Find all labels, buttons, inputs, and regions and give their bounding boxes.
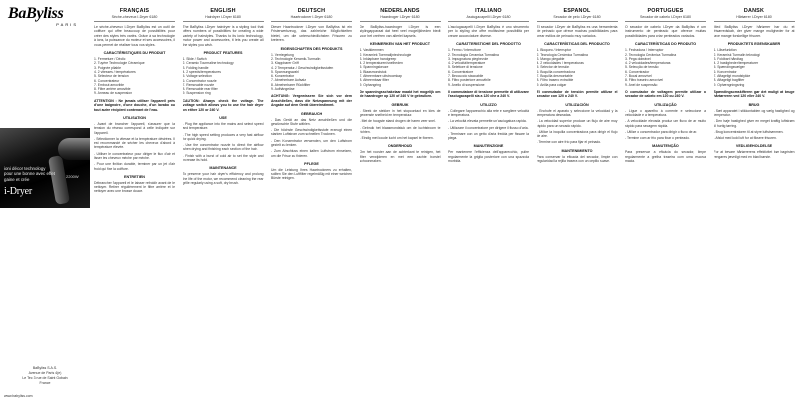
feature-item: 3. Pega dobrável: [625, 56, 651, 61]
intro-paragraph: L'asciugacapelli I-Dryer BaByliss è uno strumento per lo styling che offre moltissime possibilità per creare acconciature diverse.: [448, 25, 529, 38]
feature-item: 2. Keramisk Turmalin teknologi: [713, 52, 760, 57]
use-instructions: [271, 118, 352, 158]
language-column-0: [94, 8, 175, 400]
divider: [714, 21, 795, 22]
brand-subtitle: PARIS: [56, 22, 78, 27]
language-title: ESPAÑOL: [563, 8, 591, 14]
column-header: [360, 8, 441, 19]
use-heading: UTILIZACIÓN: [565, 102, 589, 107]
feature-item: 8. Filtre arrière amovible: [94, 87, 131, 92]
feature-item: 6. Concentrateur: [94, 78, 120, 83]
feature-item: 9. Anel de suspensão: [625, 82, 658, 87]
feature-item: 2. Ceramic Tourmaline technology: [182, 61, 234, 66]
intro-paragraph: The BaByliss i-Dryer hairdryer is a styling tool that offers numbers of possibilities for creating a wide variety of hairstyles. Thanks to its ionic technology, motor power and accessories, it lets you create all the styles you wish.: [182, 25, 264, 47]
feature-item: 7. Boquilla desmontable: [536, 74, 573, 78]
feature-item: 9. Ophangring: [359, 82, 381, 87]
feature-item: 9. Anello di sospensione: [448, 82, 485, 87]
feature-item: 6. Concentrator nozzle: [182, 78, 217, 83]
feature-item: 4. 2 velocidades/temperaturas: [625, 61, 671, 66]
feature-item: 1. Fermeture / Déclic: [94, 57, 126, 62]
feature-item: 8. Aftageligt bagfilter: [713, 78, 745, 83]
maintenance-heading: VEDLIGEHOLDELSE: [735, 144, 773, 149]
feature-item: 8. Abnehmbarer Rückfilter: [271, 82, 311, 87]
column-header: [537, 8, 618, 19]
model-subtitle: Hairdryer I-Dryer 6180: [205, 15, 241, 19]
column-header: [714, 8, 795, 19]
language-column-2: [271, 8, 352, 400]
maintenance-paragraph: Om het rooster aan de achterkant te reinigen, het filter verwijderen en met een zachte borstel schoonmaken.: [359, 150, 441, 164]
features-heading: CARACTERÍSTICAS DO PRODUTO: [634, 42, 697, 47]
maintenance-paragraph: Um die Leistung Ihres Haartrockners zu erhalten, sollten Sie den Luftfilter regelmäßig mit einer weichen Bürste reinigen.: [271, 167, 352, 181]
instruction-item: - Enchufe el aparato y seleccione la velocidad y la temperatura deseadas.: [536, 108, 618, 117]
model-subtitle: Haartrockner I-Dryer 6180: [290, 15, 333, 19]
feature-item: 8. Removable rear filter: [182, 87, 218, 92]
use-instructions: [94, 122, 175, 171]
instruction-item: - A velocidade elevada produz um fluxo de ar muito rápido para secagem rápida.: [625, 119, 706, 128]
instruction-item: - Termine com ar frio para fixar o penteado.: [625, 136, 690, 141]
intro-paragraph: Le sèche-cheveux I-Dryer BaByliss est un outil de coiffure qui offre beaucoup de possibilités pour créer des styles très variés. Grâce à sa technologie à ions, la puissance du moteur et ses accessoires, il vous permet de réaliser tous vos styles.: [94, 25, 175, 47]
use-instructions: [714, 109, 795, 141]
features-heading: EIGENSCHAFTEN DES PRODUKTS: [280, 46, 343, 51]
feature-item: 5. Voltage selection: [182, 74, 212, 79]
language-column-1: [183, 8, 264, 400]
features-list: [714, 48, 795, 87]
warning-paragraph: ACHTUNG: Vergewissern Sie sich vor dem Anschließen, dass die Netzspannung mit der Angabe auf dem Gerät übereinstimmt.: [271, 94, 352, 108]
instruction-item: - Avant de brancher l'appareil, s'assurer que la tension du réseau correspond à celle indiquée sur l'appareil.: [94, 121, 175, 135]
column-header: [625, 8, 706, 19]
instruction-item: - Finish with a burst of cold air to set the style and increase its hold.: [182, 153, 264, 162]
feature-item: 2. Keramiek Toermalijntechnologie: [359, 52, 412, 57]
language-title: DANSK: [743, 8, 765, 14]
use-instructions: [448, 109, 529, 141]
feature-item: 1. Slide / Switch: [182, 57, 207, 62]
instruction-item: - Utilice la boquilla concentradora para dirigir el flujo de aire.: [536, 129, 618, 139]
feature-item: 7. Beccuccio staccabile: [448, 74, 484, 78]
feature-item: 3. Folding handle: [182, 65, 209, 70]
maintenance-paragraph: Para conservar la eficacia del secador, limpie con regularidad la rejilla trasera con un cepillo suave.: [536, 154, 618, 164]
feature-item: 6. Konzentrator: [271, 74, 295, 79]
feature-item: 8. Filtro traseiro amovível: [625, 78, 664, 83]
feature-item: 5. Spændingsvælger: [713, 65, 745, 70]
instruction-item: - Den Konzentrator verwenden, um den Luftstrom gezielt zu lenken.: [271, 138, 352, 147]
brand-name: BaByliss: [8, 5, 64, 22]
feature-item: 4. 2 hastigheder/temperaturer: [713, 61, 759, 66]
maintenance-heading: MAINTENANCE: [209, 166, 237, 171]
model-subtitle: Secador de pelo I-Dryer 6180: [553, 15, 601, 19]
warning-paragraph: CAUTION: Always check the voltage. The voltage switch allows you to use the hair dryer on either 120 or 240 V.: [182, 98, 264, 112]
warning-paragraph: De spanningsschakelaar maakt het mogelijk om de haardroger op 120 of 240 V te gebruiken.: [359, 89, 441, 99]
feature-item: 6. Koncentrator: [713, 69, 737, 74]
product-photo: [0, 128, 90, 208]
features-heading: CARATTERISTICHE DEL PRODOTTO: [456, 42, 521, 47]
maintenance-paragraph: To preserve your hair dryer's efficiency and prolong the life of the motor, we recommend cleaning the rear grille regularly using a soft, dry brush.: [182, 172, 264, 185]
feature-item: 2. Tecnologia Cerâmica Turmalina: [625, 52, 677, 57]
use-heading: UTILISATION: [123, 115, 146, 120]
instruction-item: - La velocidad superior produce un flujo de aire muy rápido para un secado rápido.: [536, 119, 618, 128]
instruction-item: - Sæt apparatet i stikkontakten og vælg hastighed og temperatur.: [713, 108, 795, 117]
feature-item: 6. Boquilla concentradora: [536, 69, 575, 74]
feature-item: 1. Vastklemmen: [359, 48, 384, 53]
instruction-item: - Terminare con un getto d'aria fredda per fissare la piega.: [448, 131, 529, 141]
language-title: FRANÇAIS: [119, 8, 150, 14]
maintenance-paragraph: Débrancher l'appareil et le laisser refroidir avant de le nettoyer. Retirer régulièrement le filtre arrière et le nettoyer avec une brosse douce.: [94, 180, 175, 194]
instruction-item: - Utilize o concentrador para dirigir o fluxo de ar.: [625, 129, 698, 134]
intro-paragraph: Med BaByliss i-Dryer hårtørrer har du et frisørredskab, der giver mange muligheder for at lave mange forskellige frisurer.: [713, 25, 795, 38]
instruction-item: - Den høje hastighed giver en meget kraftig luftstrøm til hurtig tørring.: [713, 119, 795, 128]
instruction-item: - Zum Abschluss einen kalten Luftstrom einsetzen, um die Frisur zu fixieren.: [271, 149, 352, 158]
feature-item: 4. 2 vitesses / températures: [94, 69, 136, 74]
product-power: 2200W: [66, 174, 79, 179]
instruction-item: - La velocità elevata permette un'asciugatura rapida.: [448, 119, 527, 124]
brand-logo: [8, 6, 84, 28]
maintenance-heading: ONDERHOUD: [387, 144, 413, 149]
divider: [360, 21, 441, 22]
feature-item: 3. Poignée pliable: [94, 65, 121, 70]
warning-paragraph: Spændingsomskifteren gør det muligt at bruge hårtørreren ved 120 eller 240 V.: [713, 89, 795, 99]
divider: [271, 21, 352, 22]
instruction-item: - Brug koncentratoren til at styre luftstrømmen.: [713, 129, 784, 134]
feature-item: 7. Removable nozzle: [182, 82, 215, 87]
feature-item: 9. Anilla para colgar: [536, 82, 567, 87]
product-model-name: i-Dryer: [4, 186, 33, 197]
features-list: [625, 48, 706, 87]
website-url: www.babyliss.com: [4, 394, 33, 398]
language-column-7: [714, 8, 795, 400]
divider: [448, 21, 529, 22]
intro-paragraph: Dieser Haartrockner I-Dryer von BaByliss ist ein Frisierwerkzeug, das zahlreiche Möglichkeiten bietet, um die unterschiedlichsten Frisuren zu kreieren.: [271, 25, 352, 43]
model-subtitle: Asciugacapelli I-Dryer 6180: [466, 15, 511, 19]
features-heading: CARACTÉRISTIQUES DU PRODUIT: [103, 51, 166, 56]
instruction-item: - Das Gerät an das Netz anschließen und die gewünschte Stufe wählen.: [271, 117, 352, 126]
instruction-item: - Eindig met koude lucht om het kapsel te fixeren.: [359, 136, 434, 141]
language-title: ENGLISH: [210, 8, 236, 14]
feature-item: 9. Suspension ring: [182, 91, 211, 96]
product-tagline: ioni décor technology pour une bonne avec effet gaine et crée: [4, 166, 55, 182]
divider: [183, 21, 264, 22]
maintenance-paragraph: Para preservar a eficácia do secador, limpe regularmente a grelha traseira com uma escova macia.: [625, 150, 706, 164]
feature-item: 7. Abnehmbare Aufsatz: [271, 78, 307, 83]
model-subtitle: Sèche-cheveux I-Dryer 6180: [111, 15, 158, 19]
language-title: NEDERLANDS: [380, 8, 420, 14]
model-subtitle: Secador de cabelo I-Dryer 6180: [640, 15, 691, 19]
feature-item: 6. Blaasmondstuk: [359, 69, 387, 74]
features-heading: PRODUKTETS EGENSKABER: [727, 42, 781, 47]
instruction-item: - Met de hoogste stand drogen de haren zeer snel.: [359, 119, 436, 124]
feature-item: 7. Aftageligt mundstykke: [713, 74, 751, 78]
feature-item: 1. Låsefunktion: [713, 48, 737, 53]
feature-item: 1. Bloqueo / Interruptor: [536, 48, 572, 53]
language-column-3: [360, 8, 441, 400]
language-column-4: [448, 8, 529, 400]
model-subtitle: Hårtørrer I-Dryer 6180: [736, 15, 772, 19]
maintenance-heading: ENTRETIEN: [124, 174, 145, 179]
use-heading: UTILIZAÇÃO: [654, 102, 677, 107]
feature-item: 5. Selettore di tensione: [448, 65, 483, 70]
feature-item: 1. Fechadura / Interruptor: [625, 48, 664, 53]
feature-item: 5. Selector de tensión: [536, 65, 570, 70]
feature-item: 2. Tecnología Cerámica Turmalina: [536, 52, 588, 57]
language-title: DEUTSCH: [297, 8, 326, 14]
feature-item: 4. 2 speeds/temperatures: [182, 69, 221, 74]
instruction-item: - Steek de stekker in het stopcontact en kies de gewenste snelheid en temperatuur.: [359, 108, 441, 117]
language-column-5: [537, 8, 618, 400]
feature-item: 1. Verriegelung: [271, 52, 294, 57]
instruction-item: - Die höchste Geschwindigkeitsstufe erzeugt einen starken Luftstrom zum schnellen Trocknen.: [271, 128, 352, 137]
model-subtitle: Haardroger I-Dryer 6180: [380, 15, 420, 19]
feature-item: 3. Inklapbare handgreep: [359, 56, 397, 61]
language-title: PORTUGUÊS: [647, 8, 684, 14]
use-instructions: [537, 109, 618, 145]
column-header: [94, 8, 175, 19]
divider: [625, 21, 706, 22]
feature-item: 8. Afneembaar filter: [359, 78, 389, 83]
feature-item: 6. Concentrador: [625, 69, 650, 74]
feature-item: 4. 2 velocidades / temperaturas: [536, 61, 584, 66]
features-heading: PRODUCT FEATURES: [203, 51, 243, 56]
features-list: [94, 57, 175, 96]
instruction-item: - Afslut med kold luft for at fiksere frisuren.: [713, 136, 777, 141]
intro-paragraph: De BaByliss-haardroger i-Dryer is een stylingapparaat dat heel veel mogelijkheden biedt voor het creëren van allerlei kapsels.: [359, 25, 441, 38]
feature-item: 3. Impugnatura pieghevole: [448, 56, 489, 61]
instruction-item: - The high speed setting produces a very fast airflow for quick drying.: [182, 132, 264, 141]
feature-item: 5. Spannungswahl: [271, 69, 299, 74]
feature-item: 3. Mango plegable: [536, 56, 565, 61]
feature-item: 9. Aufhängeöse: [271, 87, 295, 91]
instruction-item: - Gebruik het blaasmondstuk om de luchtstroom te richten.: [359, 125, 441, 134]
intro-paragraph: O secador de cabelo I-Dryer da BaByliss é um instrumento de penteado que oferece muitas possibilidades para criar penteados variados.: [625, 25, 706, 38]
use-instructions: [183, 122, 264, 162]
column-header: [183, 8, 264, 19]
feature-item: 4. 2 velocità/temperature: [448, 61, 486, 66]
column-header: [271, 8, 352, 19]
features-list: [537, 48, 618, 87]
use-instructions: [360, 109, 441, 141]
features-list: [183, 57, 264, 96]
instruction-item: - Sélectionner la vitesse et la température désirées. Il est recommandé de sécher les cheveux d'abord à température élevée.: [94, 136, 175, 150]
feature-item: 5. Sélecteur de tension: [94, 74, 129, 79]
maintenance-paragraph: Per mantenere l'efficienza dell'apparecchio, pulire regolarmente la griglia posteriore con una spazzola morbida.: [448, 150, 529, 164]
maintenance-heading: PFLEGE: [304, 161, 319, 166]
features-list: [448, 48, 529, 87]
use-heading: UTILIZZO: [480, 102, 497, 107]
language-title: ITALIANO: [475, 8, 502, 14]
warning-paragraph: Il commutatore di tensione permette di utilizzare l'asciugacapelli sia a 120 che a 240 V.: [448, 89, 529, 99]
maintenance-heading: MANTENIMIENTO: [561, 148, 593, 153]
use-heading: USE: [219, 115, 227, 120]
instruction-item: - Collegare l'apparecchio alla rete e scegliere velocità e temperatura.: [448, 108, 529, 117]
feature-item: 3. Foldbart håndtag: [713, 56, 743, 61]
feature-item: 3. Klappbarer Griff: [271, 61, 299, 66]
features-list: [360, 48, 441, 87]
feature-item: 7. Bocal amovível: [625, 74, 652, 78]
features-list: [271, 53, 352, 92]
maintenance-heading: MANUTENÇÃO: [652, 144, 679, 149]
instruction-item: - Utilizzare il concentratore per dirigere il flusso d'aria.: [448, 125, 529, 130]
hair-dryer-head-shape: [58, 138, 90, 160]
instruction-item: - Termine con aire frío para fijar el peinado.: [536, 140, 602, 145]
features-heading: KENMERKEN VAN HET PRODUCT: [370, 42, 430, 47]
feature-item: 9. Anneau de suspension: [94, 91, 133, 96]
company-address: BaByliss S.A.S. Avenue de Paris 4(e) Le Tec 3 rue de Saint Gobain France: [22, 366, 68, 385]
features-heading: CARACTERÍSTICAS DEL PRODUCTO: [544, 42, 610, 47]
feature-item: 2. Tuyère Technologie Céramique: [94, 61, 145, 66]
feature-item: 5. Spanningskeuze: [359, 65, 389, 70]
feature-item: 5. Selecção de tensão: [625, 65, 659, 70]
column-header: [448, 8, 529, 19]
use-instructions: [625, 109, 706, 141]
use-heading: GEBRUIK: [391, 102, 409, 107]
intro-paragraph: El secador I-Dryer de BaByliss es una herramienta de peinado que ofrece muchas posibilidades para crear estilos de peinado muy variados.: [536, 25, 618, 38]
maintenance-heading: MANUTENZIONE: [473, 144, 504, 149]
cover-panel: [0, 0, 90, 407]
feature-item: 8. Filtro trasero extraíble: [536, 78, 574, 83]
feature-item: 9. Ophængningsring: [713, 82, 745, 87]
maintenance-paragraph: For at bevare hårtørrerens effektivitet bør bagristen rengøres jævnligt med en blød børste.: [713, 150, 795, 159]
feature-item: 8. Filtro posteriore amovibile: [448, 78, 491, 83]
divider: [94, 21, 175, 22]
feature-item: 7. Afneembare uitstroomkap: [359, 74, 402, 78]
feature-item: 2. Technologie Keramik-Turmalin: [271, 56, 321, 61]
instruction-item: - Pour une finition durable, terminer par un jet d'air froid qui fixe la coiffure.: [94, 162, 175, 171]
warning-paragraph: ATTENTION : Ne jamais utiliser l'appareil près d'une baignoire, d'une douche, d'un lavabo ou tout autre récipient contenant de l'eau.: [94, 98, 175, 112]
feature-item: 1. Fermo / Interruttore: [448, 48, 481, 53]
feature-item: 7. Embout amovible: [94, 82, 124, 87]
use-heading: BRUG: [748, 102, 760, 107]
instruction-item: - Ligue o aparelho à corrente e seleccione a velocidade e a temperatura.: [625, 108, 706, 117]
feature-item: 4. 2 temperaturen/snelheden: [359, 61, 403, 66]
instruction-item: - Use the concentrator nozzle to direct the airflow when drying and finishing each section of the hair.: [182, 143, 264, 152]
use-heading: GEBRAUCH: [300, 111, 323, 116]
instruction-item: - Utiliser le concentrateur pour diriger le flux d'air et lisser les cheveux mèche par mèche.: [94, 151, 175, 160]
warning-paragraph: O comutador de voltagem permite utilizar o secador de cabelo em 120 ou 240 V.: [625, 89, 706, 99]
feature-item: 6. Concentratore: [448, 69, 474, 74]
feature-item: 2. Tecnologia Ceramica Tormalina: [448, 52, 499, 57]
language-column-6: [625, 8, 706, 400]
warning-paragraph: El conmutador de tensión permite utilizar el secador con 120 o 240 V.: [536, 89, 618, 99]
feature-item: 4. 2 Temperatur-/ Geschwindigkeitsstufen: [271, 65, 334, 70]
instruction-item: - Plug the appliance into the mains and select speed and temperature.: [182, 121, 264, 131]
divider: [537, 21, 618, 22]
